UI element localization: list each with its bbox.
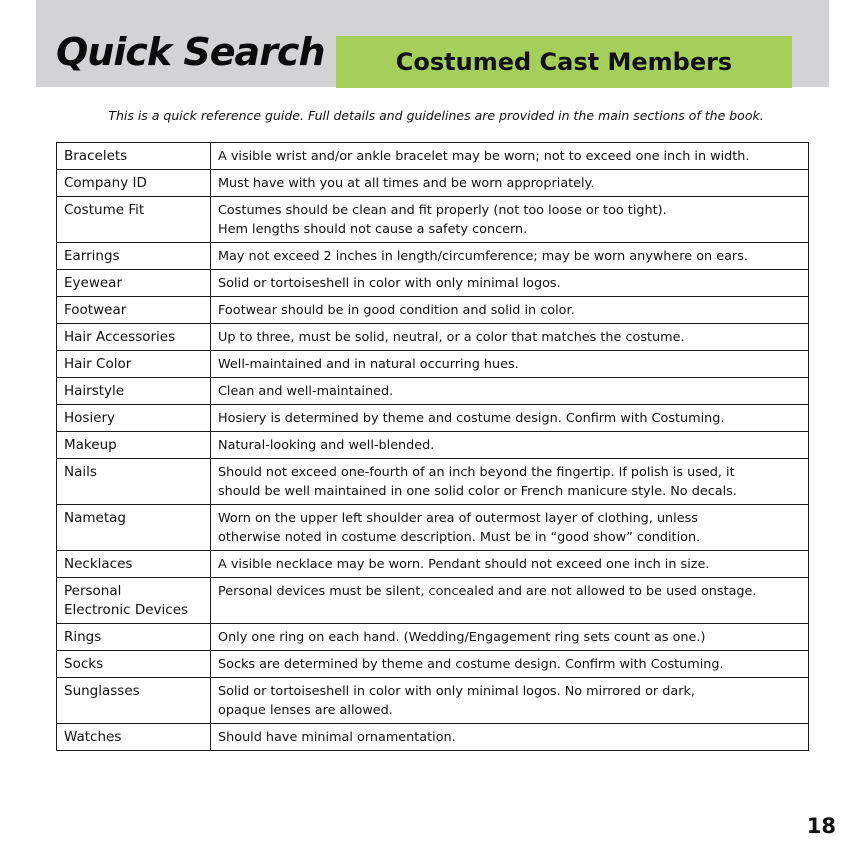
topic-cell: Footwear [57,297,211,324]
guideline-cell: Only one ring on each hand. (Wedding/Engagement ring sets count as one.) [211,624,809,651]
section-tab [336,36,792,88]
topic-cell: Hairstyle [57,378,211,405]
guideline-cell: Worn on the upper left shoulder area of outermost layer of clothing, unless otherwise noted in costume description. Must be in “good show” condition. [211,505,809,551]
rules-table [56,142,809,751]
topic-cell: Earrings [57,243,211,270]
table-row [57,432,809,459]
guideline-cell: Footwear should be in good condition and solid in color. [211,297,809,324]
table-row [57,678,809,724]
table-row [57,324,809,351]
guideline-cell: Should not exceed one-fourth of an inch beyond the fingertip. If polish is used, it should be well maintained in one solid color or French manicure style. No decals. [211,459,809,505]
topic-cell: Makeup [57,432,211,459]
guideline-cell: Hosiery is determined by theme and costume design. Confirm with Costuming. [211,405,809,432]
table-row [57,197,809,243]
table-row [57,459,809,505]
topic-cell: Costume Fit [57,197,211,243]
topic-cell: Hosiery [57,405,211,432]
table-row [57,270,809,297]
guideline-cell: Well-maintained and in natural occurring hues. [211,351,809,378]
guideline-cell: Costumes should be clean and fit properly (not too loose or too tight). Hem lengths should not cause a safety concern. [211,197,809,243]
table-row [57,405,809,432]
topic-cell: Watches [57,724,211,751]
topic-cell: Socks [57,651,211,678]
guideline-cell: Must have with you at all times and be worn appropriately. [211,170,809,197]
intro-note: This is a quick reference guide. Full details and guidelines are provided in the main sections of the book. [108,108,764,123]
topic-cell: Bracelets [57,143,211,170]
table-row [57,143,809,170]
table-row [57,378,809,405]
page-title: Quick Search [56,30,325,74]
guideline-cell: Socks are determined by theme and costume design. Confirm with Costuming. [211,651,809,678]
topic-cell: Nails [57,459,211,505]
guideline-cell: Solid or tortoiseshell in color with only minimal logos. No mirrored or dark, opaque lenses are allowed. [211,678,809,724]
table-row [57,243,809,270]
page-number: 18 [806,814,836,838]
guideline-cell: Up to three, must be solid, neutral, or a color that matches the costume. [211,324,809,351]
table-row [57,170,809,197]
guideline-cell: A visible necklace may be worn. Pendant should not exceed one inch in size. [211,551,809,578]
table-row [57,351,809,378]
rules-table-body [57,143,809,751]
table-row [57,624,809,651]
topic-cell: Company ID [57,170,211,197]
topic-cell: Sunglasses [57,678,211,724]
table-row [57,724,809,751]
topic-cell: Nametag [57,505,211,551]
table-row [57,651,809,678]
topic-cell: Hair Accessories [57,324,211,351]
topic-cell: Hair Color [57,351,211,378]
guideline-cell: Clean and well-maintained. [211,378,809,405]
topic-cell: Necklaces [57,551,211,578]
guideline-cell: Solid or tortoiseshell in color with only minimal logos. [211,270,809,297]
guideline-cell: Natural-looking and well-blended. [211,432,809,459]
guideline-cell: A visible wrist and/or ankle bracelet may be worn; not to exceed one inch in width. [211,143,809,170]
table-row [57,505,809,551]
guideline-cell: Should have minimal ornamentation. [211,724,809,751]
guideline-cell: May not exceed 2 inches in length/circumference; may be worn anywhere on ears. [211,243,809,270]
table-row [57,551,809,578]
topic-cell: Eyewear [57,270,211,297]
guideline-cell: Personal devices must be silent, concealed and are not allowed to be used onstage. [211,578,809,624]
table-row [57,297,809,324]
topic-cell: Rings [57,624,211,651]
topic-cell: Personal Electronic Devices [57,578,211,624]
section-tab-label: Costumed Cast Members [395,48,733,76]
table-row [57,578,809,624]
